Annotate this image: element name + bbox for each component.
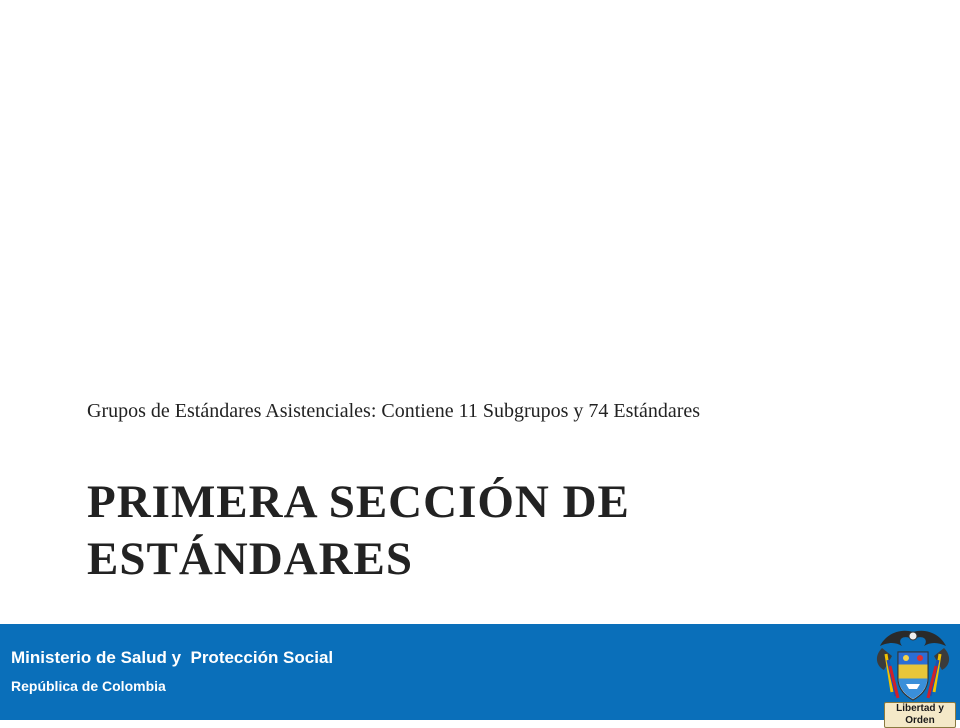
slide-title: PRIMERA SECCIÓN DE ESTÁNDARES xyxy=(87,476,630,585)
footer-bar xyxy=(0,624,960,726)
emblem-motto: Libertad y Orden xyxy=(884,702,956,728)
ministry-name: Ministerio de Salud y Protección Social xyxy=(11,648,334,667)
slide-subtitle: Grupos de Estándares Asistenciales: Contiene 11 Subgrupos y 74 Estándares xyxy=(87,400,701,422)
republic-name: República de Colombia xyxy=(11,678,166,694)
